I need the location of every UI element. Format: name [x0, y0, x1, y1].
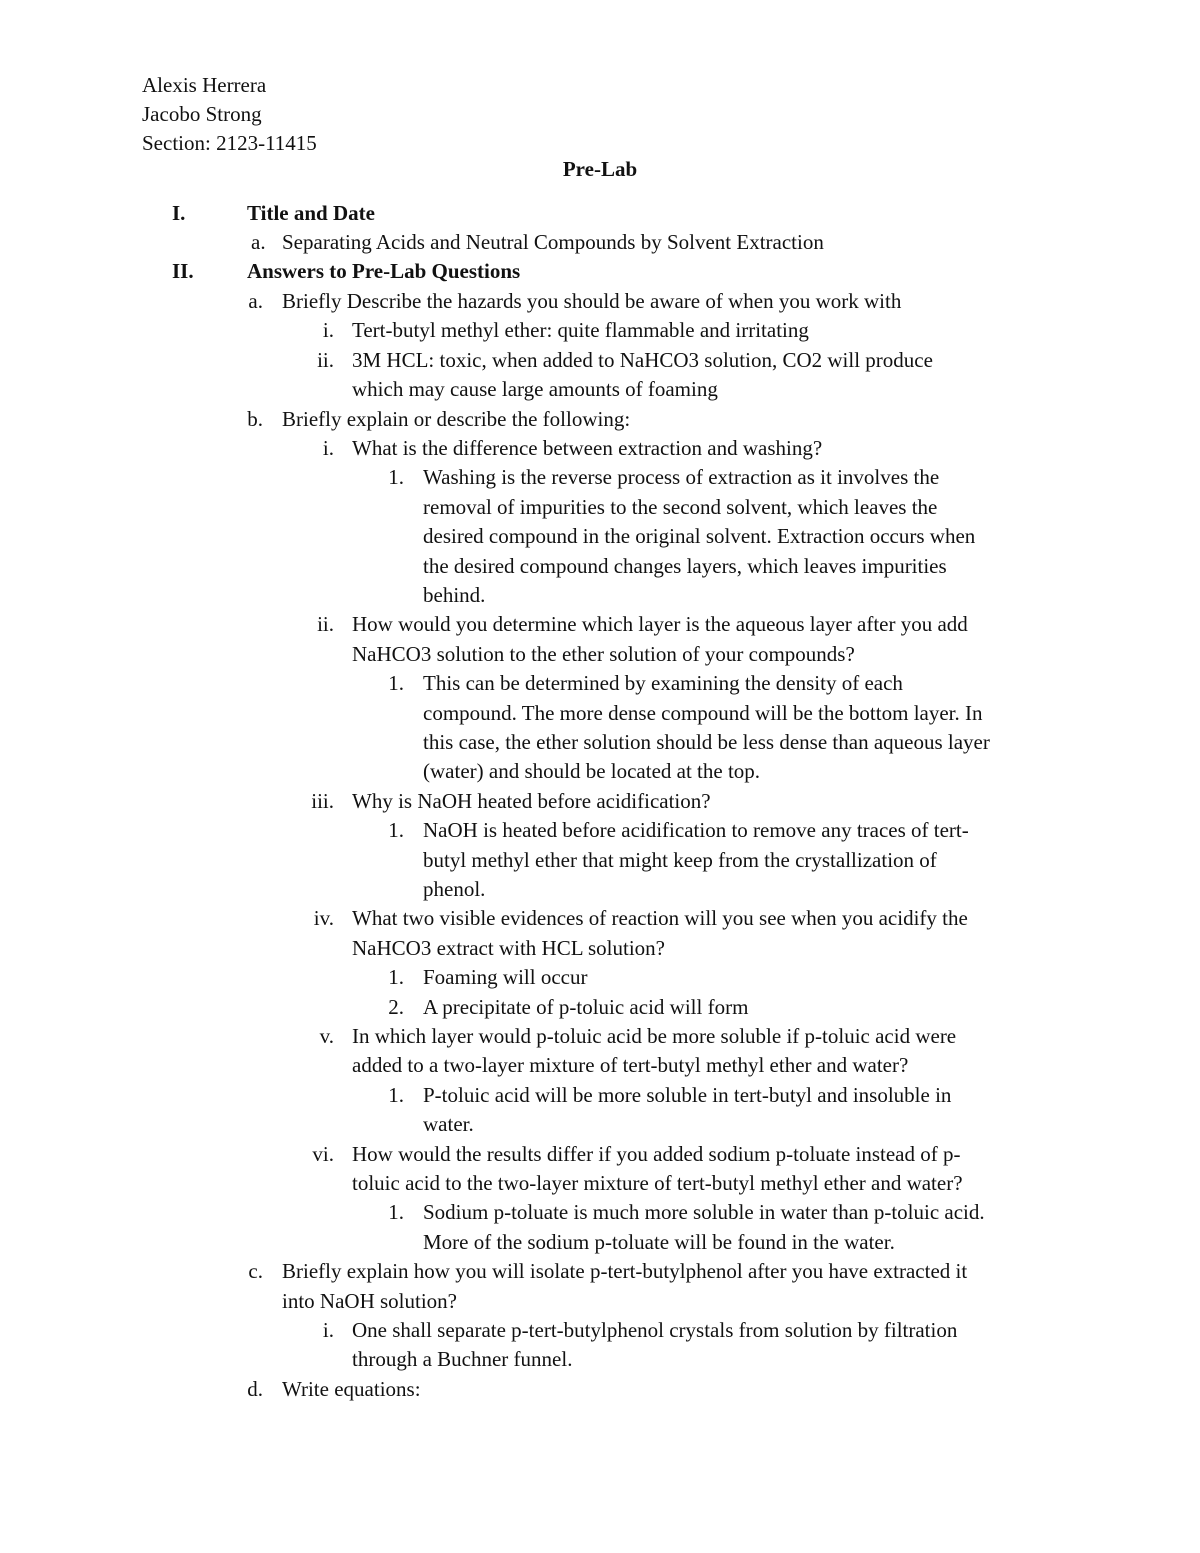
answer-marker: 2. — [388, 995, 404, 1019]
answer-marker: 1. — [388, 465, 404, 489]
section-number: Section: 2123-11415 — [142, 131, 317, 155]
answer-marker: 1. — [388, 1200, 404, 1224]
answer-marker: 1. — [388, 671, 404, 695]
subquestion-text-line: NaHCO3 solution to the ether solution of your compounds? — [352, 642, 855, 666]
question-d-text-line: Write equations: — [282, 1377, 421, 1401]
subquestion-marker: iv. — [313, 906, 334, 930]
answer-text-line: Sodium p-toluate is much more soluble in water than p-toluic acid. — [423, 1200, 985, 1224]
answer-text-line: this case, the ether solution should be less dense than aqueous layer — [423, 730, 990, 754]
section-heading-1: Title and Date — [247, 201, 375, 225]
subquestion-text-line: toluic acid to the two-layer mixture of tert-butyl methyl ether and water? — [352, 1171, 963, 1195]
hazard-item-text-line: 3M HCL: toxic, when added to NaHCO3 solution, CO2 will produce — [352, 348, 933, 372]
answer-text-line: P-toluic acid will be more soluble in tert-butyl and insoluble in — [423, 1083, 952, 1107]
answer-text-line: removal of impurities to the second solvent, which leaves the — [423, 495, 938, 519]
author-name-2: Jacobo Strong — [142, 102, 262, 126]
answer-marker: 1. — [388, 1083, 404, 1107]
subquestion-marker: vi. — [312, 1142, 334, 1166]
question-a-text-line: Briefly Describe the hazards you should be aware of when you work with — [282, 289, 902, 313]
hazard-item-text-line: which may cause large amounts of foaming — [352, 377, 718, 401]
answer-text-line: This can be determined by examining the density of each — [423, 671, 903, 695]
answer-text-line: compound. The more dense compound will be the bottom layer. In — [423, 701, 983, 725]
answer-text-line: (water) and should be located at the top. — [423, 759, 761, 783]
answer-text-line: water. — [423, 1112, 474, 1136]
answer-text-line: A precipitate of p-toluic acid will form — [423, 995, 749, 1019]
section-heading-2: Answers to Pre-Lab Questions — [247, 259, 521, 283]
question-a-marker: a. — [248, 289, 263, 313]
answer-text-line: the desired compound changes layers, which leaves impurities — [423, 554, 947, 578]
subquestion-text-line: What is the difference between extraction and washing? — [352, 436, 823, 460]
section-marker-1: I. — [172, 201, 186, 225]
question-d-marker: d. — [247, 1377, 263, 1401]
subquestion-text-line: Why is NaOH heated before acidification? — [352, 789, 711, 813]
subquestion-text-line: What two visible evidences of reaction will you see when you acidify the — [352, 906, 968, 930]
answer-marker: 1. — [388, 818, 404, 842]
question-c-marker: c. — [248, 1259, 263, 1283]
answer-text-line: More of the sodium p-toluate will be found in the water. — [423, 1230, 895, 1254]
title-item-text: Separating Acids and Neutral Compounds by Solvent Extraction — [282, 230, 824, 254]
subquestion-text-line: How would the results differ if you added sodium p-toluate instead of p- — [352, 1142, 961, 1166]
answer-text-line: phenol. — [423, 877, 486, 901]
answer-text-line: NaOH is heated before acidification to remove any traces of tert- — [423, 818, 969, 842]
isolation-answer-text-line: through a Buchner funnel. — [352, 1347, 573, 1371]
hazard-item-marker: ii. — [317, 348, 334, 372]
answer-text-line: butyl methyl ether that might keep from the crystallization of — [423, 848, 937, 872]
answer-text-line: Foaming will occur — [423, 965, 588, 989]
subquestion-text-line: How would you determine which layer is the aqueous layer after you add — [352, 612, 968, 636]
subquestion-marker: ii. — [317, 612, 334, 636]
subquestion-marker: i. — [322, 436, 334, 460]
answer-text-line: Washing is the reverse process of extraction as it involves the — [423, 465, 940, 489]
author-name-1: Alexis Herrera — [142, 73, 267, 97]
isolation-answer-text-line: One shall separate p-tert-butylphenol crystals from solution by filtration — [352, 1318, 958, 1342]
subquestion-text-line: NaHCO3 extract with HCL solution? — [352, 936, 666, 960]
page-title: Pre-Lab — [562, 157, 638, 181]
subquestion-marker: v. — [319, 1024, 334, 1048]
section-marker-2: II. — [172, 259, 194, 283]
subquestion-text-line: added to a two-layer mixture of tert-butyl methyl ether and water? — [352, 1053, 909, 1077]
hazard-item-marker: i. — [322, 318, 334, 342]
answer-marker: 1. — [388, 965, 404, 989]
question-c-text-line: into NaOH solution? — [282, 1289, 457, 1313]
hazard-item-text-line: Tert-butyl methyl ether: quite flammable and irritating — [352, 318, 809, 342]
title-item-marker: a. — [251, 230, 266, 254]
answer-text-line: behind. — [423, 583, 486, 607]
question-b-text-line: Briefly explain or describe the following: — [282, 407, 631, 431]
isolation-answer-marker: i. — [322, 1318, 334, 1342]
question-c-text-line: Briefly explain how you will isolate p-tert-butylphenol after you have extracted it — [282, 1259, 968, 1283]
subquestion-marker: iii. — [311, 789, 334, 813]
answer-text-line: desired compound in the original solvent. Extraction occurs when — [423, 524, 976, 548]
question-b-marker: b. — [247, 407, 263, 431]
subquestion-text-line: In which layer would p-toluic acid be more soluble if p-toluic acid were — [352, 1024, 957, 1048]
